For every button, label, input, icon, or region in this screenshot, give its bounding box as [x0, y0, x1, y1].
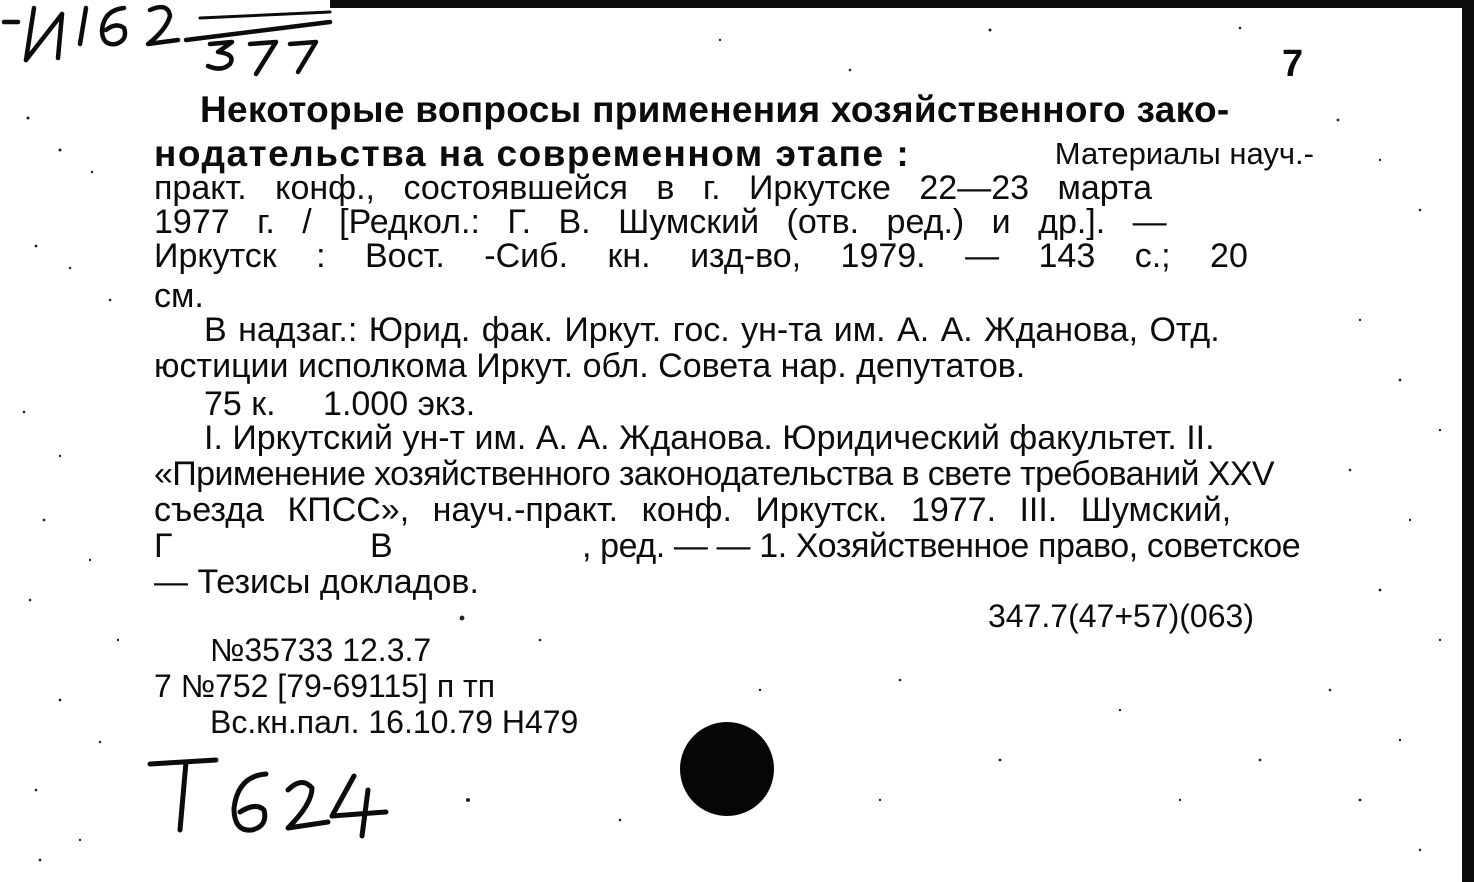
tracing-line-1: I. Иркутский ун-т им. А. А. Жданова. Юридический факультет. II. [204, 419, 1215, 457]
punch-hole [680, 722, 774, 816]
page-number: 7 [1282, 43, 1304, 85]
title-text-1: Некоторые вопросы применения хозяйственного зако- [200, 89, 1230, 130]
tracing-subject: , ред. — — 1. Хозяйственное право, советское [582, 527, 1301, 565]
tracing-line-3: съезда КПСС», науч.-практ. конф. Иркутск. 1977. III. Шумский, [154, 491, 1232, 529]
tracing-line-2: «Применение хозяйственного законодательства в свете требований XXV [154, 455, 1274, 493]
tracing-line-5: — Тезисы докладов. [154, 563, 479, 601]
tracing-initial-g: Г [154, 527, 173, 565]
title-subtitle: Материалы науч.- [1054, 136, 1314, 171]
registration-line-1: №35733 12.3.7 [210, 632, 432, 668]
copies-value: 1.000 экз. [323, 385, 476, 423]
imprint-line-4: см. [154, 277, 204, 315]
note-line-1: В надзаг.: Юрид. фак. Иркут. гос. ун-та им. А. А. Жданова, Отд. [204, 311, 1220, 349]
registration-line-3: Вс.кн.пал. 16.10.79 Н479 [210, 704, 579, 740]
registration-line-2: 7 №752 [79-69115] п тп [154, 668, 496, 704]
title-line-1 [200, 90, 1314, 130]
imprint-line-2: 1977 г. / [Редкол.: Г. В. Шумский (отв. ред.) и др.]. — [154, 203, 1167, 241]
imprint-line-3: Иркутск : Вост. -Сиб. кн. изд-во, 1979. — 143 с.; 20 [154, 237, 1248, 275]
classification-code: 347.7(47+57)(063) [988, 598, 1254, 634]
price-value: 75 к. [204, 385, 276, 423]
tracing-line-4 [154, 526, 1314, 566]
title-text-2: нодательства на современном этапе : [154, 133, 911, 174]
note-line-2: юстиции исполкома Иркут. обл. Совета нар. депутатов. [154, 347, 1026, 385]
imprint-line-1: практ. конф., состоявшейся в г. Иркутске 22—23 марта [154, 169, 1153, 207]
handwritten-call-number [140, 750, 400, 850]
tracing-initial-v: В [370, 527, 393, 565]
